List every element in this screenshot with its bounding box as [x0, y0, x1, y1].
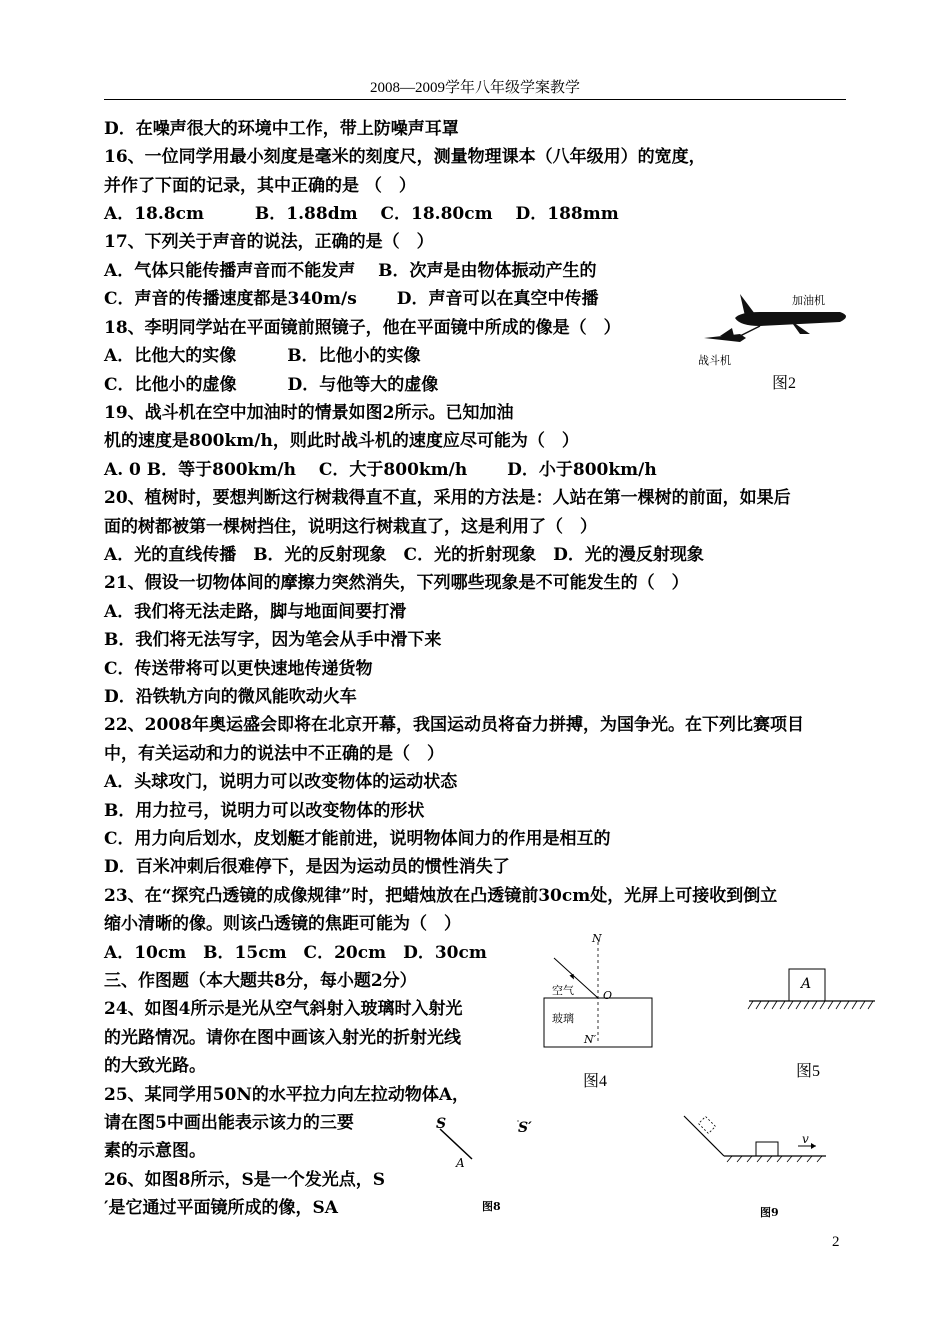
- figure-5-caption: 图5: [796, 1063, 821, 1080]
- page-number: 2: [832, 1234, 840, 1250]
- q15-option-d: D．在噪声很大的环境中工作，带上防噪声耳罩: [104, 119, 459, 139]
- q19-stem-cont: 机的速度是800km/h，则此时战斗机的速度应尽可能为（ ）: [104, 431, 579, 451]
- q21-option-b: B．我们将无法写字，因为笔会从手中滑下来: [104, 630, 442, 650]
- q16-stem: 16、一位同学用最小刻度是毫米的刻度尺，测量物理课本（八年级用）的宽度，: [104, 147, 706, 167]
- q22-option-b: B．用力拉弓，说明力可以改变物体的形状: [104, 801, 425, 821]
- q25-stem-cont: 请在图5中画出能表示该力的三要: [104, 1113, 354, 1133]
- fig8-point-a: A: [456, 1156, 465, 1170]
- fig5-block-label: A: [801, 976, 812, 992]
- fig4-normal-bottom: N′: [584, 1033, 597, 1046]
- q18-options-cd: C．比他小的虚像 D．与他等大的虚像: [104, 375, 439, 395]
- figure-2-caption: 图2: [772, 375, 797, 392]
- fig8-source-s: S: [436, 1116, 447, 1132]
- q22-option-d: D．百米冲刺后很难停下，是因为运动员的惯性消失了: [104, 857, 510, 877]
- q26-stem: 26、如图8所示，S是一个发光点，S: [104, 1170, 386, 1190]
- figure-8-caption: 图8: [482, 1200, 501, 1213]
- q21-stem: 21、假设一切物体间的摩擦力突然消失，下列哪些现象是不可能发生的（ ）: [104, 573, 689, 593]
- q21-option-a: A．我们将无法走路，脚与地面间要打滑: [104, 602, 407, 622]
- q17-options-cd: C．声音的传播速度都是340m/s D．声音可以在真空中传播: [104, 289, 599, 309]
- q21-option-c: C．传送带将可以更快速地传递货物: [104, 659, 373, 679]
- fighter-label: 战斗机: [698, 354, 731, 367]
- tanker-label: 加油机: [792, 294, 825, 307]
- fighter-plane: [704, 328, 746, 342]
- fig4-point-o: O: [603, 989, 613, 1002]
- q22-option-a: A．头球攻门，说明力可以改变物体的运动状态: [104, 772, 458, 792]
- q16-options: A．18.8cm B．1.88dm C．18.80cm D．188mm: [104, 204, 619, 224]
- q21-option-d: D．沿铁轨方向的微风能吹动火车: [104, 687, 357, 707]
- section-3-title: 三、作图题（本大题共8分，每小题2分）: [104, 971, 417, 991]
- q24-stem-cont: 的光路情况。请你在图中画该入射光的折射光线: [104, 1028, 461, 1048]
- fig8-image-s: S′: [518, 1120, 532, 1136]
- q19-options: A. 0 B．等于800km/h C．大于800km/h D．小于800km/h: [104, 460, 657, 480]
- q16-stem-cont: 并作了下面的记录，其中正确的是 （ ）: [104, 176, 416, 196]
- tanker-plane: [735, 294, 846, 334]
- q22-option-c: C．用力向后划水，皮划艇才能前进，说明物体间力的作用是相互的: [104, 829, 611, 849]
- figure-4-caption: 图4: [583, 1073, 608, 1090]
- q20-stem: 20、植树时，要想判断这行树栽得直不直，采用的方法是：人站在第一棵树的前面，如果后: [104, 488, 791, 508]
- q17-stem: 17、下列关于声音的说法，正确的是（ ）: [104, 232, 434, 252]
- q23-stem: 23、在“探究凸透镜的成像规律”时，把蜡烛放在凸透镜前30cm处，光屏上可接收到倒立: [104, 886, 778, 906]
- q25-stem: 25、某同学用50N的水平拉力向左拉动物体A，: [104, 1085, 470, 1105]
- q24-stem-end: 的大致光路。: [104, 1056, 206, 1076]
- q23-options: A．10cm B．15cm C．20cm D．30cm: [104, 943, 487, 963]
- q24-stem: 24、如图4所示是光从空气斜射入玻璃时入射光: [104, 999, 463, 1019]
- q18-stem: 18、李明同学站在平面镜前照镜子，他在平面镜中所成的像是（ ）: [104, 318, 621, 338]
- q19-stem: 19、战斗机在空中加油时的情景如图2所示。已知加油: [104, 403, 514, 423]
- q20-stem-cont: 面的树都被第一棵树挡住，说明这行树栽直了，这是利用了（ ）: [104, 517, 597, 537]
- q17-options-ab: A．气体只能传播声音而不能发声 B．次声是由物体振动产生的: [104, 261, 597, 281]
- figure-5-block: [745, 965, 880, 1015]
- q23-stem-cont: 缩小清晰的像。则该凸透镜的焦距可能为（ ）: [104, 914, 461, 934]
- fig9-velocity-label: v: [802, 1132, 809, 1146]
- fig4-glass-label: 玻璃: [552, 1012, 574, 1025]
- page-header: 2008—2009学年八年级学案教学: [104, 76, 846, 100]
- q20-options: A．光的直线传播 B．光的反射现象 C．光的折射现象 D．光的漫反射现象: [104, 545, 704, 565]
- fig4-normal-top: N: [592, 932, 602, 945]
- q18-options-ab: A．比他大的实像 B．比他小的实像: [104, 346, 421, 366]
- q25-stem-end: 素的示意图。: [104, 1141, 206, 1161]
- fig4-air-label: 空气: [552, 984, 574, 997]
- q26-stem-cont: ′是它通过平面镜所成的像，SA: [104, 1198, 338, 1218]
- q22-stem-cont: 中，有关运动和力的说法中不正确的是（ ）: [104, 744, 444, 764]
- q22-stem: 22、2008年奥运盛会即将在北京开幕，我国运动员将奋力拼搏，为国争光。在下列比赛项目: [104, 715, 804, 735]
- figure-9-caption: 图9: [760, 1206, 779, 1219]
